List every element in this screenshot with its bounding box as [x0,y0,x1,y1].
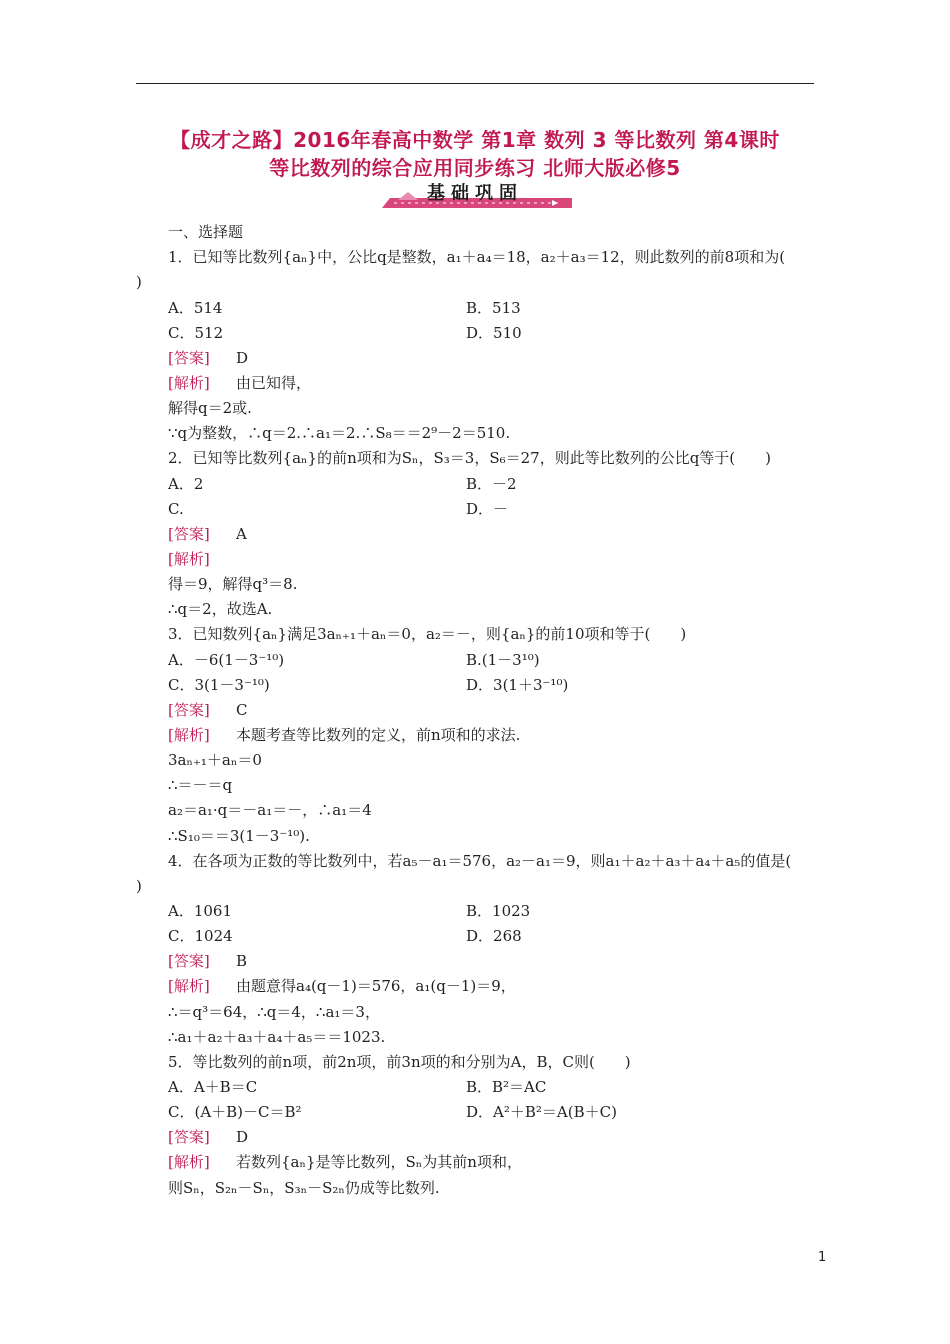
text-line: A [236,525,247,543]
answer-label: [答案] [168,1128,210,1146]
text-line: 一、选择题 [168,223,244,241]
text-line: C [236,701,248,719]
text-line: 1．已知等比数列{aₙ}中，公比q是整数，a₁＋a₄＝18，a₂＋a₃＝12，则此数列的前8项和为( [168,248,786,266]
text-line: 得＝9，解得q³＝8. [168,575,298,593]
text-line: 4．在各项为正数的等比数列中，若a₅－a₁＝576，a₂－a₁＝9，则a₁＋a₂＋a₃＋a₄＋a₅的值是( [168,852,792,870]
text-line: C. [168,500,184,518]
text-line: D．－ [466,500,509,518]
text-line: ∴q＝2，故选A. [168,600,273,618]
text-line: B．1023 [466,902,531,920]
text-line: C．1024 [168,927,233,945]
text-line: 若数列{aₙ}是等比数列，Sₙ为其前n项和， [236,1153,522,1171]
text-line: 3．已知数列{aₙ}满足3aₙ₊₁＋aₙ＝0，a₂＝－，则{aₙ}的前10项和等于( ) [168,625,687,643]
section-banner [378,178,572,210]
text-line: D [236,349,249,367]
text-line: A．1061 [168,902,233,920]
text-line: ∴＝q³＝64，∴q＝4，∴a₁＝3， [168,1003,380,1021]
page-number: 1 [818,1250,827,1265]
answer-label: [解析] [168,550,210,568]
text-line: 解得q＝2或. [168,399,252,417]
text-line: ) [136,273,142,291]
answer-label: [答案] [168,701,210,719]
document-title-line1: 【成才之路】2016年春高中数学 第1章 数列 3 等比数列 第4课时 [170,128,780,152]
header-rule [136,83,814,84]
banner-label: 基础巩固 [427,183,523,204]
document-title-line2: 等比数列的综合应用同步练习 北师大版必修5 [269,156,681,180]
text-line: ) [136,877,142,895]
answer-label: [答案] [168,952,210,970]
text-line: D．3(1＋3⁻¹⁰) [466,676,569,694]
text-line: 则Sₙ，S₂ₙ－Sₙ，S₃ₙ－S₂ₙ仍成等比数列. [168,1179,440,1197]
text-line: A．2 [168,475,204,493]
answer-label: [解析] [168,374,210,392]
text-line: B．513 [466,299,521,317]
text-line: D．A²＋B²＝A(B＋C) [466,1103,617,1121]
text-line: ∵q为整数，∴q＝2.∴a₁＝2.∴S₈＝＝2⁹－2＝510. [168,424,511,442]
text-line: A．－6(1－3⁻¹⁰) [168,651,285,669]
text-line: a₂＝a₁·q＝－a₁＝－，∴a₁＝4 [168,801,372,819]
text-line: 2．已知等比数列{aₙ}的前n项和为Sₙ，S₃＝3，S₆＝27，则此等比数列的公比q等于( ) [168,449,772,467]
answer-label: [解析] [168,1153,210,1171]
text-line: A．514 [168,299,223,317]
text-line: 由已知得， [236,374,312,392]
answer-label: [答案] [168,349,210,367]
answer-label: [解析] [168,977,210,995]
text-line: B．B²＝AC [466,1078,547,1096]
text-line: B [236,952,248,970]
text-line: B.(1－3¹⁰) [466,651,540,669]
text-line: ∴a₁＋a₂＋a₃＋a₄＋a₅＝＝1023. [168,1028,386,1046]
text-line: A．A＋B＝C [168,1078,258,1096]
text-line: 由题意得a₄(q－1)＝576，a₁(q－1)＝9， [236,977,516,995]
text-line: C．(A＋B)－C＝B² [168,1103,302,1121]
answer-label: [解析] [168,726,210,744]
text-line: D [236,1128,249,1146]
text-line: C．512 [168,324,224,342]
text-line: D．510 [466,324,522,342]
answer-label: [答案] [168,525,210,543]
text-line: B．－2 [466,475,517,493]
text-line: ∴＝－＝q [168,776,233,794]
text-line: 5．等比数列的前n项，前2n项，前3n项的和分别为A，B，C则( ) [168,1053,631,1071]
text-line: ∴S₁₀＝＝3(1－3⁻¹⁰). [168,827,310,845]
text-line: 3aₙ₊₁＋aₙ＝0 [168,751,262,769]
text-line: D．268 [466,927,522,945]
text-line: 本题考查等比数列的定义，前n项和的求法. [236,726,521,744]
text-line: C．3(1－3⁻¹⁰) [168,676,270,694]
